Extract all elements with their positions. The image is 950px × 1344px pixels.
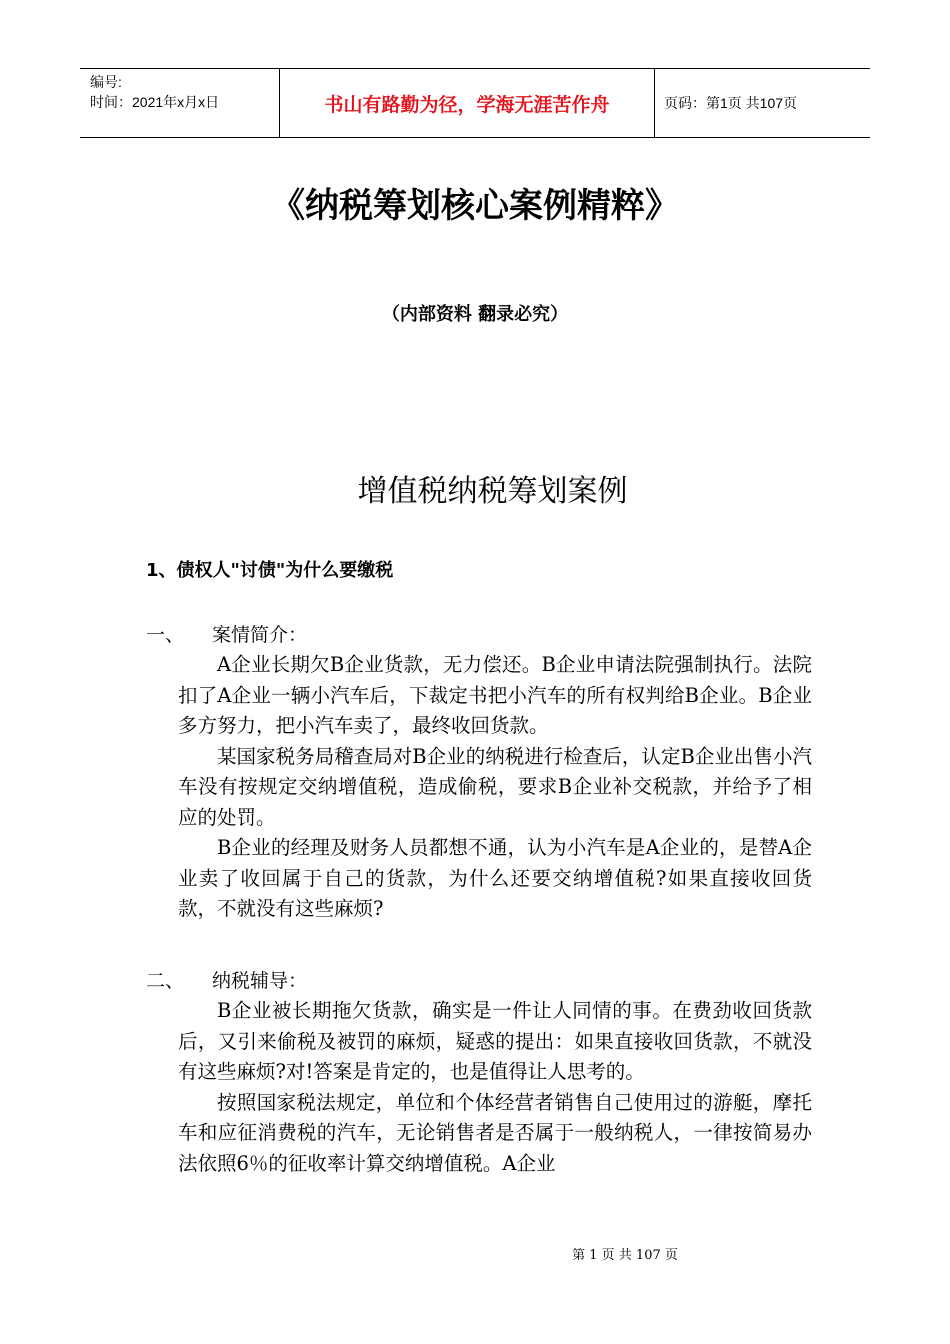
paragraph: A企业长期欠B企业货款，无力偿还。B企业申请法院强制执行。法院扣了A企业一辆小汽车后，下裁定书把小汽车的所有权判给B企业。B企业多方努力，把小汽车卖了，最终收回货款。 [178,653,812,737]
part2-body [178,996,812,1179]
motto: 书山有路勤为径，学海无涯苦作舟 [280,69,655,137]
part2-number: 二、 [146,970,185,992]
paragraph: B企业的经理及财务人员都想不通，认为小汽车是A企业的，是替A企业卖了收回属于自己的货款，为什么还要交纳增值税?如果直接收回货款，不就没有这些麻烦? [178,836,812,920]
part1-number: 一、 [146,624,185,646]
paragraph: 按照国家税法规定，单位和个体经营者销售自己使用过的游艇，摩托车和应征消费税的汽车，无论销售者是否属于一般纳税人，一律按简易办法依照6％的征收率计算交纳增值税。A企业 [178,1090,812,1175]
page-footer: 第 1 页 共 107 页 [572,1248,678,1263]
part2-heading [146,966,307,993]
header-meta-cell [80,69,280,137]
paragraph: B企业被长期拖欠货款，确实是一件让人同情的事。在费劲收回货款后，又引来偷税及被罚的麻烦，疑惑的提出：如果直接收回货款，不就没有这些麻烦?对!答案是肯定的，也是值得让人思考的。 [178,999,812,1083]
case-title: 1、债权人"讨债"为什么要缴税 [146,560,394,581]
part1-heading [146,620,307,647]
part2-label: 纳税辅导： [212,970,308,992]
number-label: 编号: [90,74,122,90]
page-info: 页码：第1页 共107页 [664,95,798,111]
paragraph: 某国家税务局稽查局对B企业的纳税进行检查后，认定B企业出售小汽车没有按规定交纳增值税，造成偷税，要求B企业补交税款，并给予了相应的处罚。 [178,744,812,829]
part1-label: 案情简介： [212,624,308,646]
document-subtitle: （内部资料 翻录必究） [381,304,569,325]
section-title: 增值税纳税筹划案例 [357,474,628,509]
header-table [80,68,870,138]
part1-body [178,650,812,925]
date-label: 时间：2021年x月x日 [90,94,220,110]
document-title: 《纳税筹划核心案例精粹》 [271,186,679,226]
